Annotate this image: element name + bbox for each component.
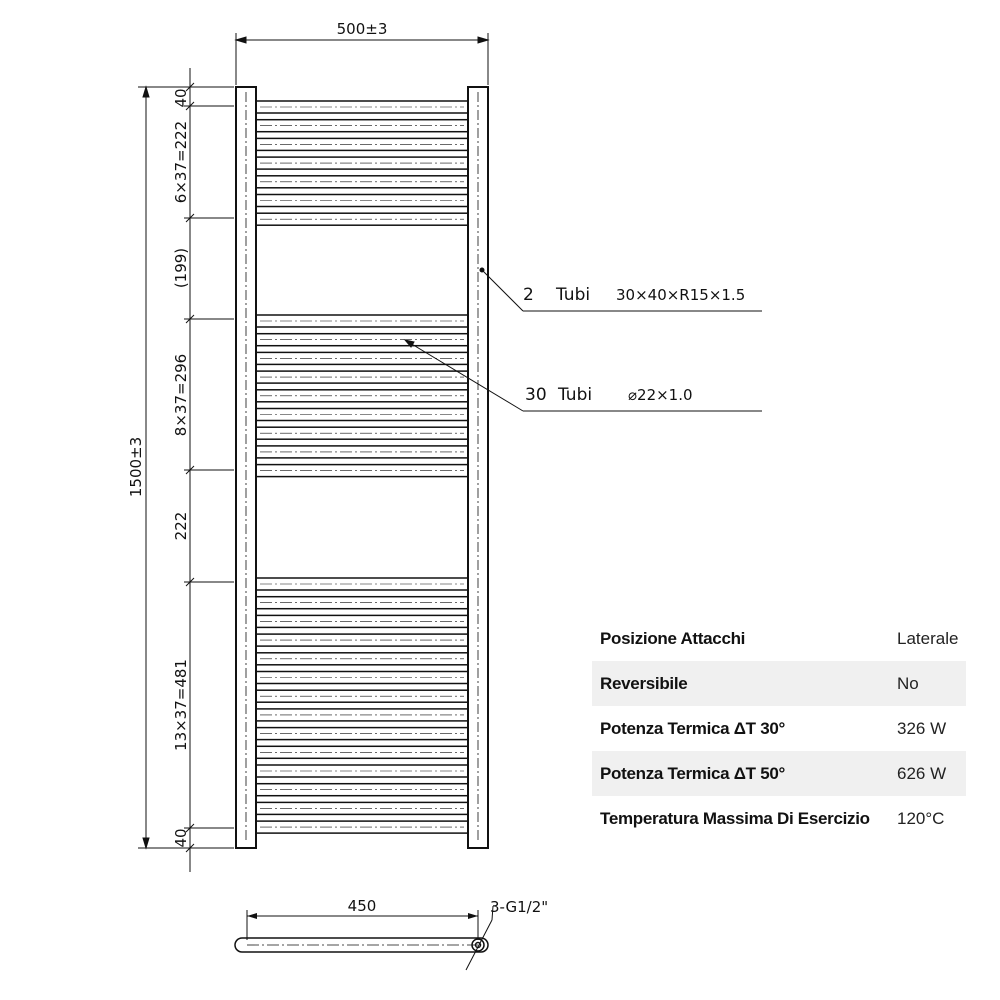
bottom-margin-label: 40 [172,828,190,848]
spec-row [592,751,966,796]
front-view [236,87,488,848]
spec-row [592,616,966,661]
spec-row [592,661,966,706]
top-margin-label: 40 [172,88,190,108]
tube-callout-word: Tubi [558,385,593,405]
spec-value: 326 W [897,718,947,738]
group3-label: 13×37=481 [172,659,190,751]
group2-label: 8×37=296 [172,353,190,437]
spec-table [592,616,966,841]
spec-value: 626 W [897,763,947,783]
spec-value: Laterale [897,628,959,648]
tube-callout-qty: 30 [525,385,547,405]
spec-key: Potenza Termica ΔT 30° [600,718,785,738]
spec-row [592,706,966,751]
spec-key: Temperatura Massima Di Esercizio [600,808,870,828]
gap2-label: 222 [172,511,190,541]
horizontal-tubes [256,101,468,833]
spec-key: Posizione Attacchi [600,628,746,648]
collector-callout-spec: 30×40×R15×1.5 [616,286,746,304]
overall-width-label: 500±3 [336,20,388,38]
overall-height-label: 1500±3 [127,436,145,498]
chain-dimension [184,68,234,872]
top-width-dimension [236,33,488,85]
collector-callout-qty: 2 [523,285,534,305]
tube-callout-spec: ⌀22×1.0 [628,386,693,404]
spec-row [592,796,966,841]
spec-key: Potenza Termica ΔT 50° [600,763,785,783]
connection-label: 3-G1/2" [490,898,549,916]
gap1-label: (199) [172,247,190,289]
bottom-width-label: 450 [347,897,377,915]
spec-key: Reversibile [600,673,688,693]
spec-value: No [897,673,919,693]
bottom-view [235,906,493,970]
spec-value: 120°C [897,808,945,828]
group1-label: 6×37=222 [172,120,190,204]
collector-callout-word: Tubi [556,285,591,305]
